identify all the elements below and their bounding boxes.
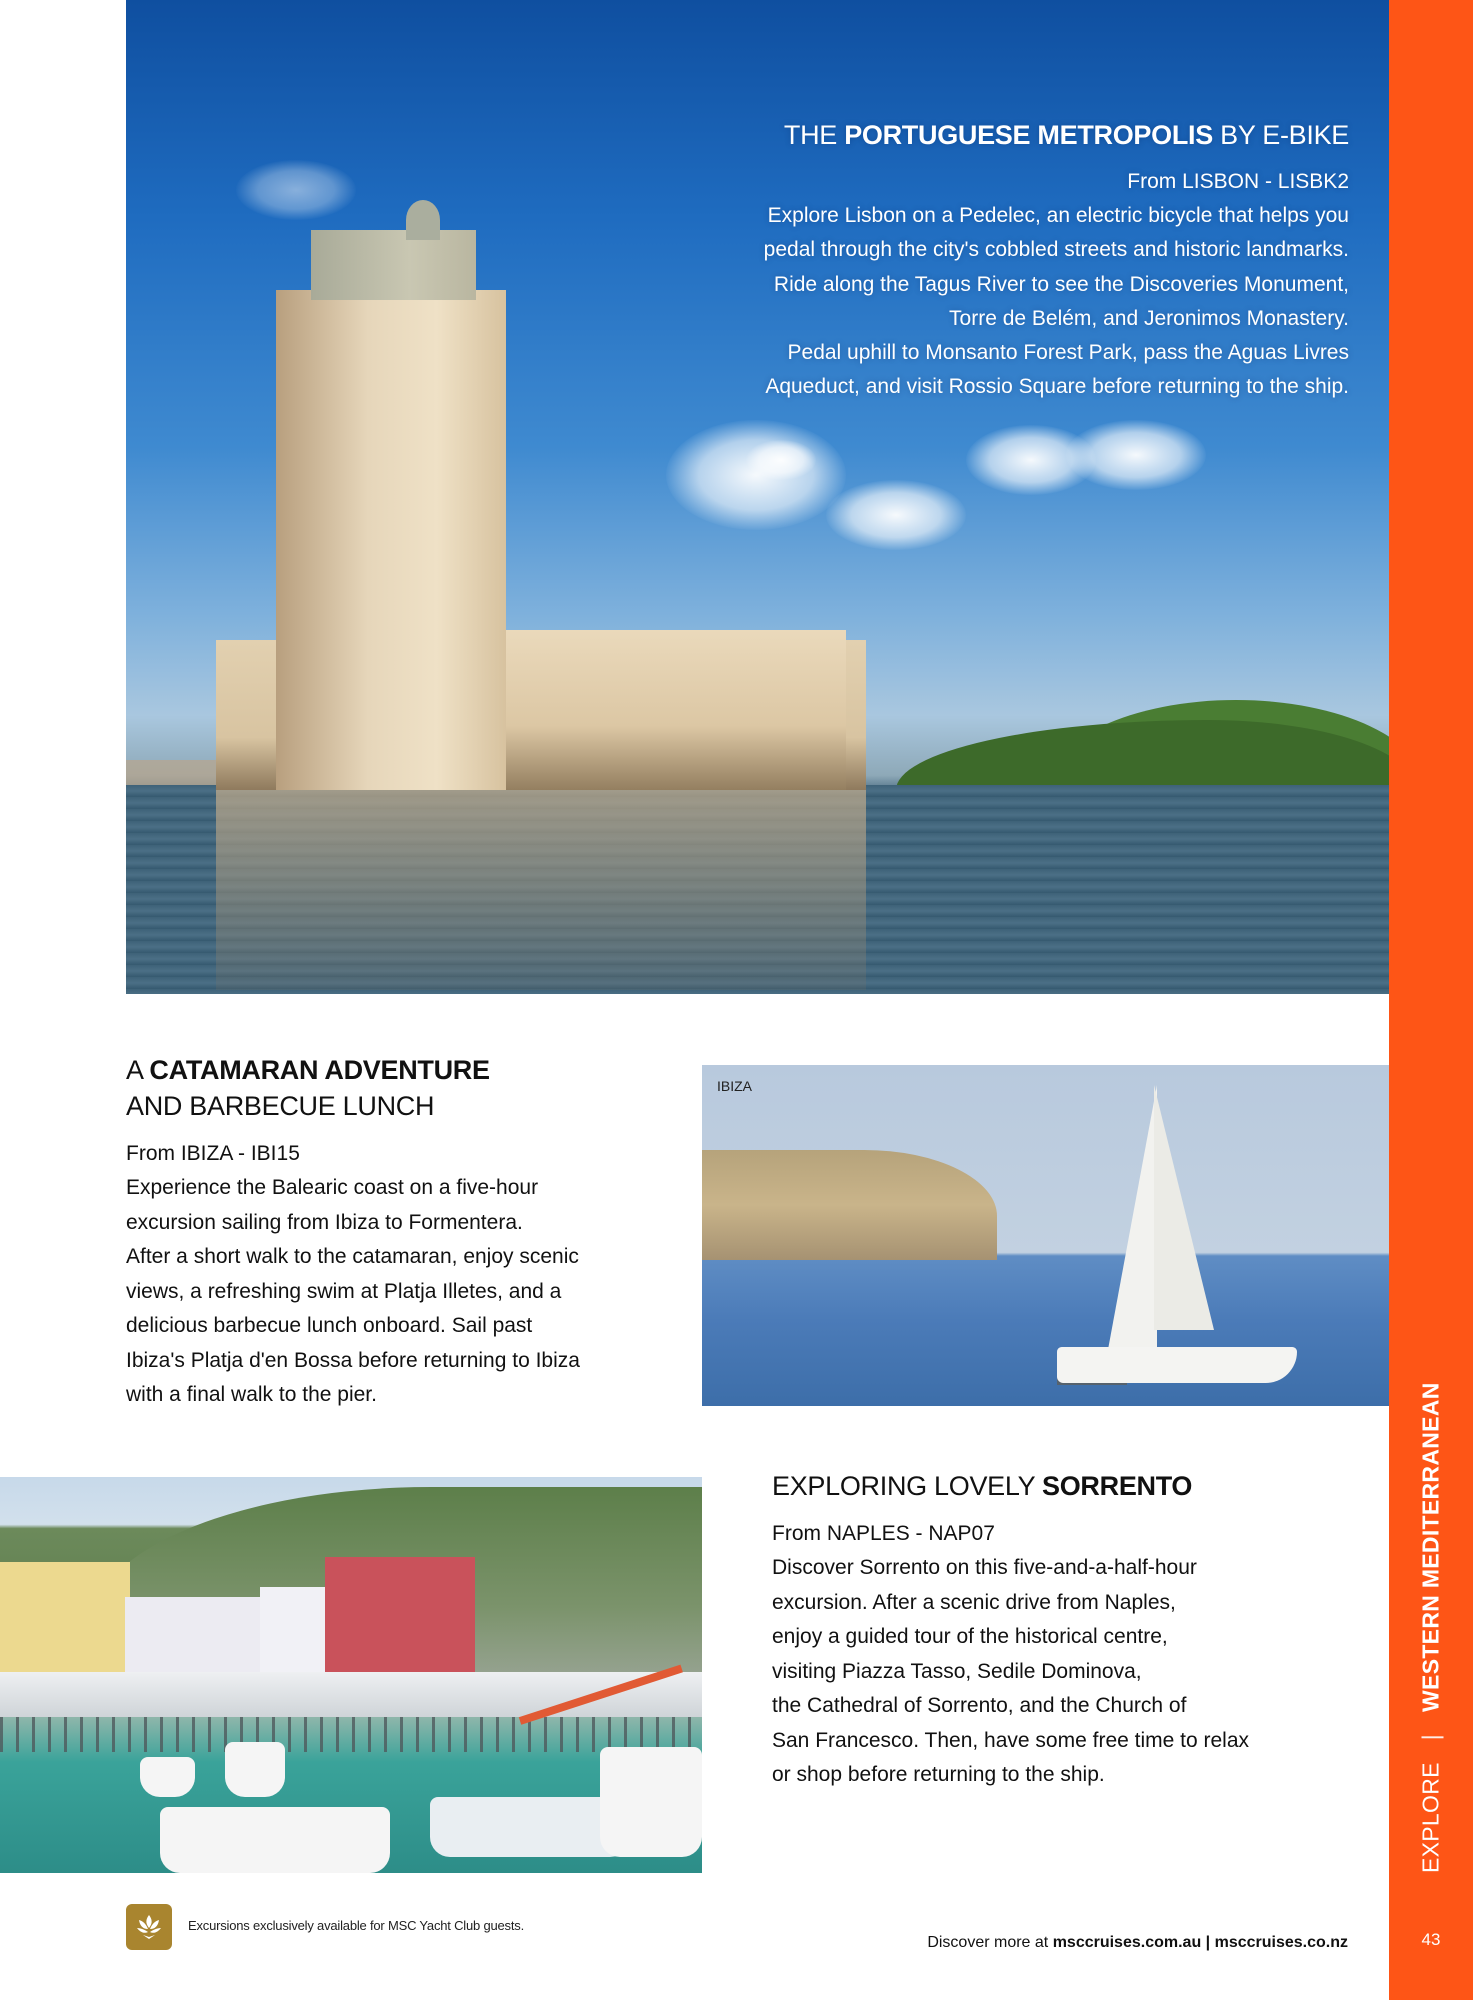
hero-from: From LISBON - LISBK2 [1127, 170, 1349, 193]
hero-body-line: Explore Lisbon on a Pedelec, an electric bicycle that helps you [767, 204, 1349, 227]
ibiza-body-line: Experience the Balearic coast on a five-hour [126, 1176, 539, 1199]
section-separator: | [1417, 1733, 1444, 1741]
sorrento-excursion [772, 1468, 1332, 1793]
ibiza-title [126, 1052, 646, 1124]
sorrento-body-line: Discover Sorrento on this five-and-a-half-hour [772, 1556, 1197, 1579]
hero-caption [589, 115, 1349, 405]
hero-body-line: Torre de Belém, and Jeronimos Monastery. [949, 306, 1349, 330]
hero-body-line: Aqueduct, and visit Rossio Square before returning to the ship. [765, 375, 1349, 399]
section-explore: EXPLORE [1417, 1762, 1444, 1873]
cloud [236, 160, 356, 220]
yacht-club-note: Excursions exclusively available for MSC Yacht Club guests. [188, 1918, 524, 1933]
hero-body-line: pedal through the city's cobbled streets and historic landmarks. [763, 238, 1349, 262]
link-separator: | [1201, 1934, 1215, 1951]
ibiza-body [126, 1171, 646, 1413]
hero-body [589, 199, 1349, 405]
section-region: WESTERN MEDITERRANEAN [1417, 1382, 1444, 1712]
tower-reflection [216, 790, 866, 990]
tower-top [311, 230, 476, 300]
sorrento-harbour-photo [0, 1477, 702, 1873]
hero-title-bold: PORTUGUESE METROPOLIS [844, 120, 1213, 150]
ibiza-title-bold: CATAMARAN ADVENTURE [149, 1055, 490, 1085]
ibiza-body-line: excursion sailing from Ibiza to Formentera. [126, 1210, 523, 1234]
hero-body-line: Ride along the Tagus River to see the Discoveries Monument, [773, 272, 1349, 296]
hillside [896, 720, 1389, 790]
tower-body [276, 290, 506, 790]
hero-photo-lisbon [126, 0, 1389, 994]
yellow-building [0, 1562, 130, 1682]
cloud [666, 420, 846, 530]
boat [600, 1747, 702, 1857]
hero-title-suffix: BY E-BIKE [1212, 120, 1349, 150]
boat [160, 1807, 390, 1873]
discover-prefix: Discover more at [927, 1934, 1053, 1951]
sorrento-title [772, 1468, 1332, 1504]
section-label [1418, 1382, 1445, 1873]
page-number: 43 [1421, 1930, 1441, 1949]
ibiza-body-line: After a short walk to the catamaran, enjoy scenic [126, 1245, 579, 1268]
cloud [1066, 420, 1206, 490]
ibiza-title-line2: AND BARBECUE LUNCH [126, 1091, 435, 1121]
sorrento-body-line: enjoy a guided tour of the historical centre, [772, 1625, 1168, 1648]
sorrento-title-prefix: EXPLORING LOVELY [772, 1471, 1043, 1501]
catamaran-main-sail [1154, 1085, 1214, 1330]
ibiza-catamaran-photo [702, 1065, 1389, 1406]
ibiza-excursion [126, 1052, 646, 1413]
ibiza-title-prefix: A [126, 1055, 150, 1085]
sorrento-body-line: excursion. After a scenic drive from Naples, [772, 1590, 1176, 1614]
ibiza-body-line: views, a refreshing swim at Platja Illetes, and a [126, 1279, 562, 1303]
sorrento-title-bold: SORRENTO [1042, 1471, 1193, 1501]
red-building [325, 1557, 475, 1682]
white-building [260, 1587, 330, 1682]
cliff-headland [702, 1150, 997, 1260]
yacht-club-badge [126, 1904, 172, 1950]
sorrento-body-line: San Francesco. Then, have some free time to relax [772, 1728, 1250, 1752]
boat [140, 1757, 195, 1797]
link-msccruises-nz[interactable]: msccruises.co.nz [1214, 1934, 1348, 1951]
side-band [1389, 0, 1473, 2000]
sorrento-body [772, 1551, 1332, 1793]
cloud [746, 440, 816, 480]
sorrento-body-line: or shop before returning to the ship. [772, 1763, 1105, 1786]
link-msccruises-au[interactable]: msccruises.com.au [1052, 1934, 1202, 1951]
ibiza-body-line: with a final walk to the pier. [126, 1383, 377, 1406]
ibiza-body-line: Ibiza's Platja d'en Bossa before returning to Ibiza [126, 1348, 580, 1372]
hero-title [589, 115, 1349, 155]
footer-links [927, 1934, 1348, 1952]
pier-stilts [0, 1717, 702, 1752]
sorrento-body-line: visiting Piazza Tasso, Sedile Dominova, [772, 1659, 1142, 1683]
yacht-club-lotus-icon [133, 1911, 165, 1943]
hero-title-prefix: THE [783, 120, 845, 150]
ibiza-from: From IBIZA - IBI15 [126, 1142, 300, 1165]
ibiza-body-line: delicious barbecue lunch onboard. Sail past [126, 1314, 533, 1337]
sorrento-from: From NAPLES - NAP07 [772, 1522, 995, 1545]
boat [225, 1742, 285, 1797]
photo-location-label: IBIZA [717, 1078, 753, 1094]
tower-bastion-wall [506, 630, 846, 790]
catamaran-hull [1057, 1347, 1297, 1383]
sorrento-body-line: the Cathedral of Sorrento, and the Church of [772, 1694, 1187, 1717]
cloud [826, 480, 966, 550]
hero-body-line: Pedal uphill to Monsanto Forest Park, pass the Aguas Livres [787, 341, 1349, 365]
catamaran-jib-sail [1107, 1085, 1157, 1355]
tower-turret [406, 200, 440, 240]
